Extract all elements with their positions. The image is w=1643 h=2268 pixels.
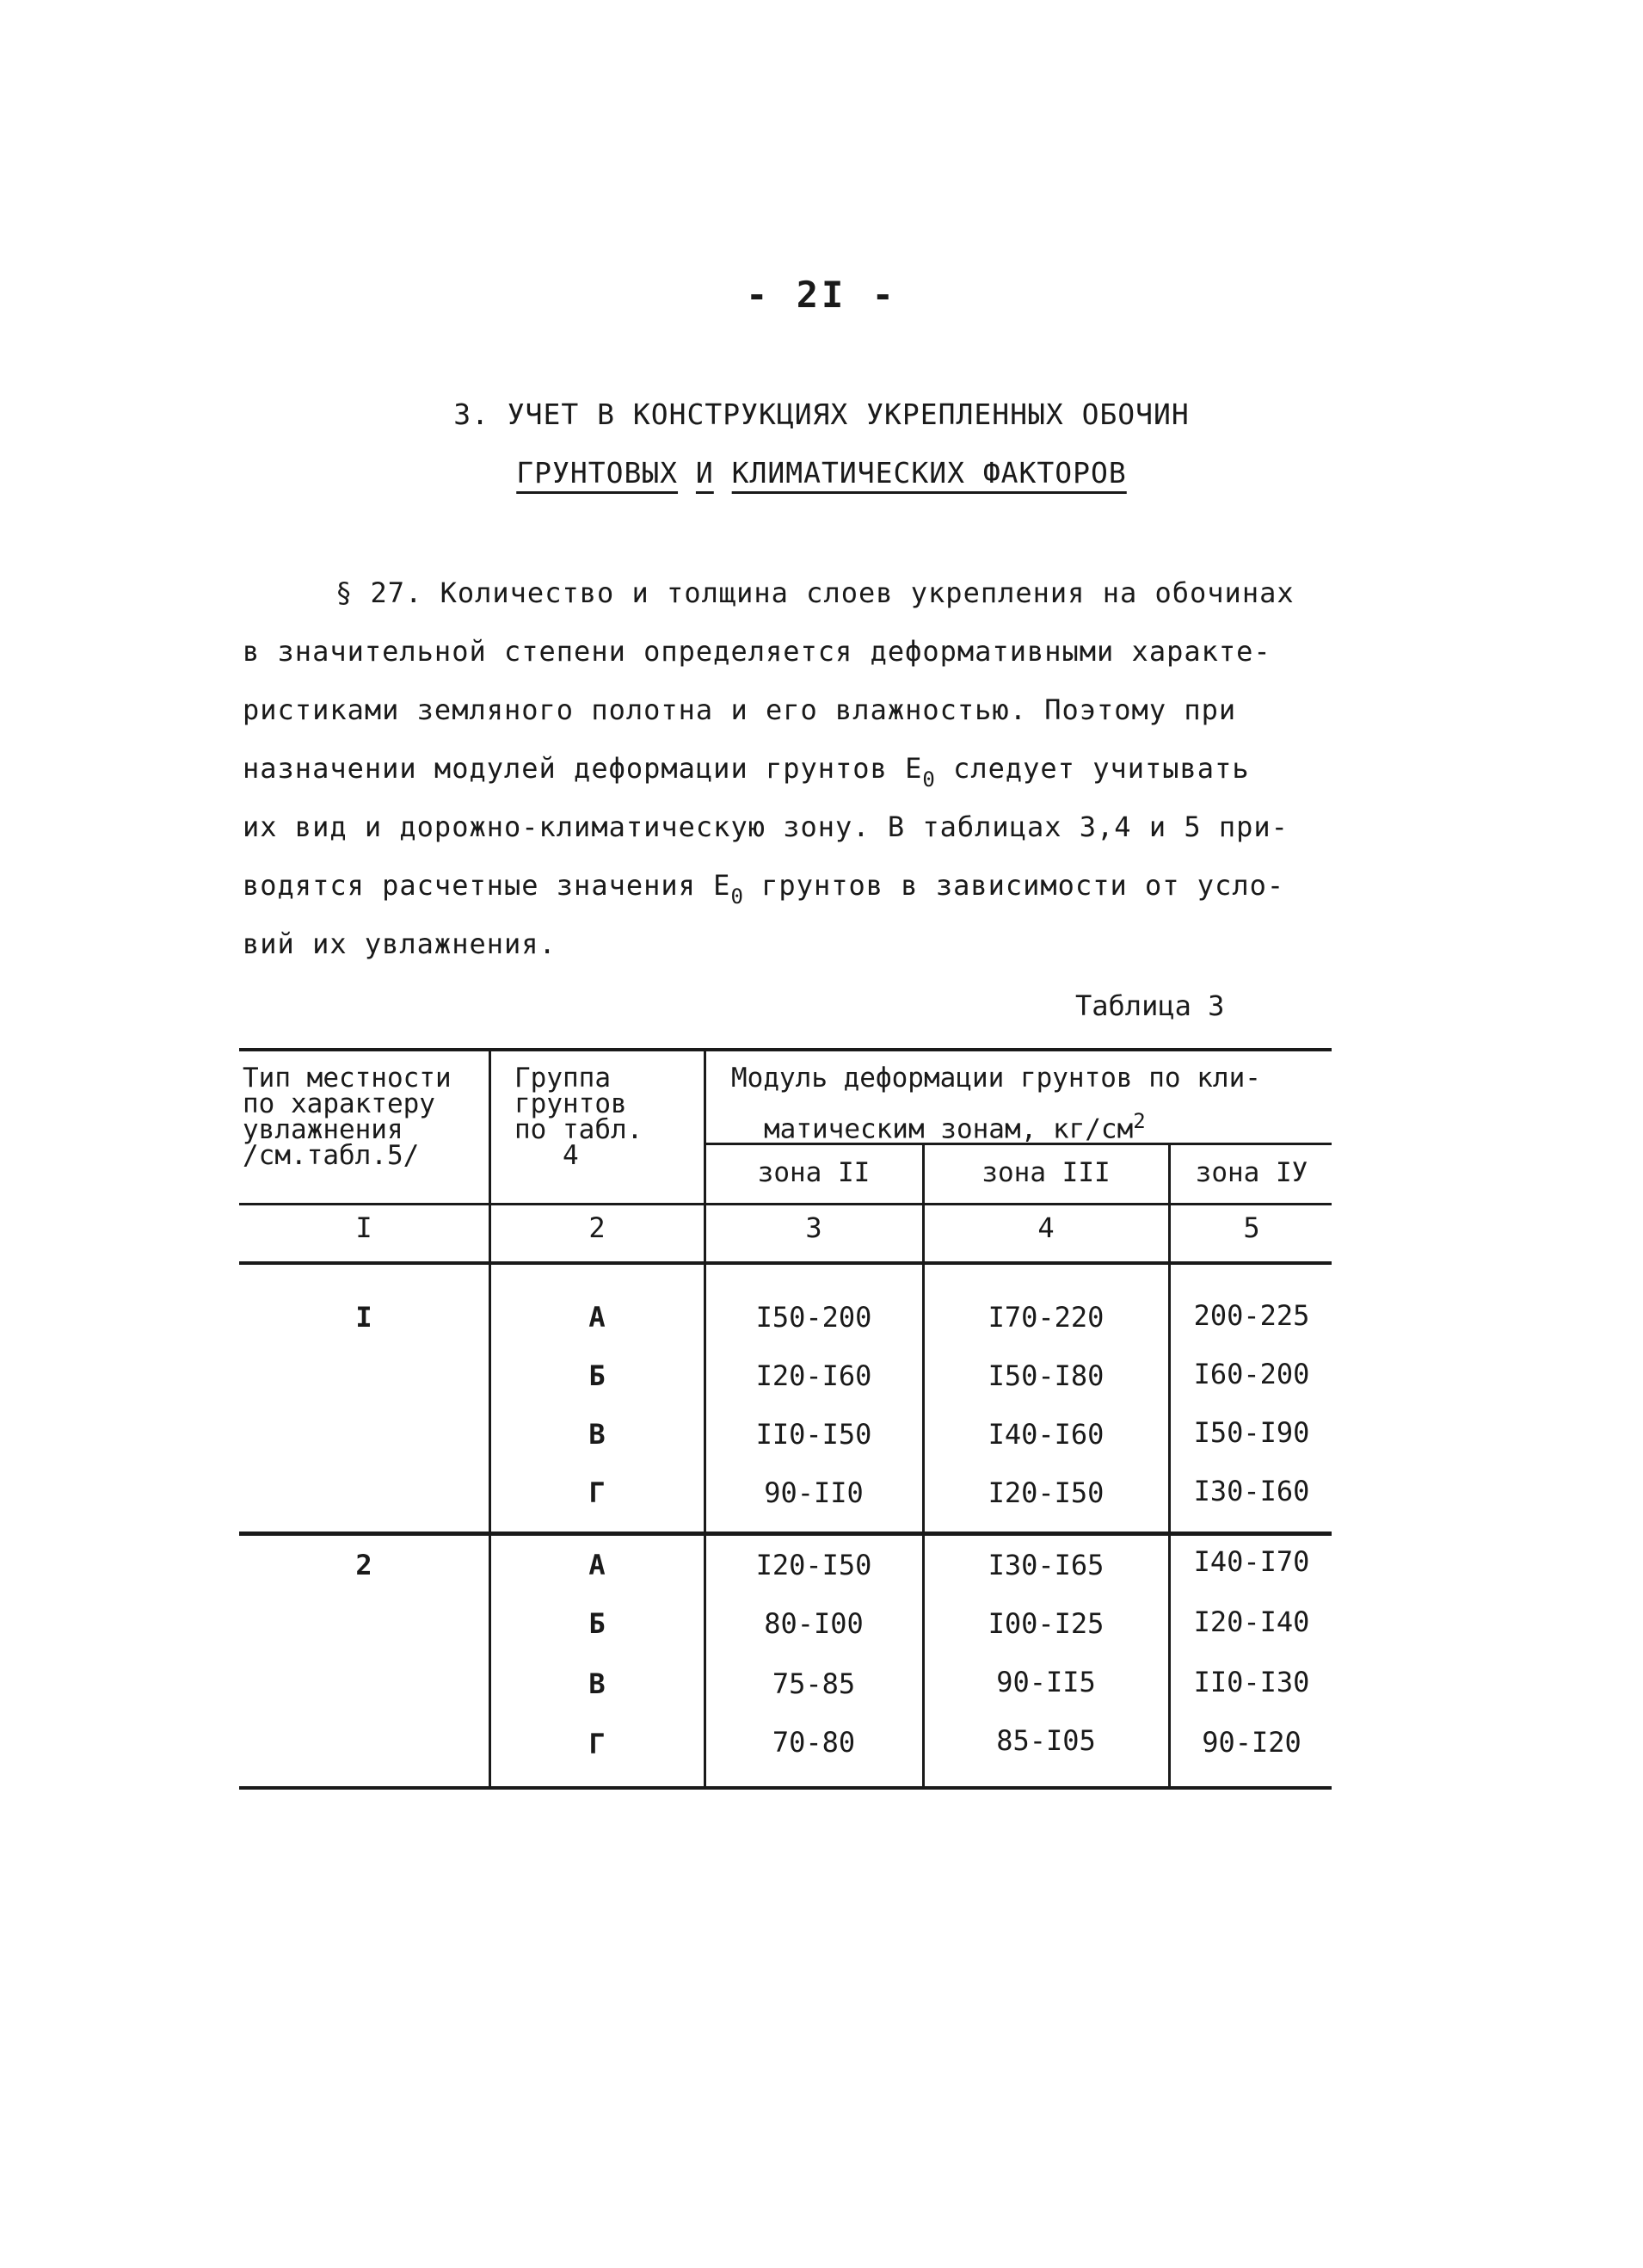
- header-modulus-line1: Модуль деформации грунтов по кли-: [731, 1063, 1261, 1094]
- col-number: 5: [1243, 1211, 1260, 1244]
- paragraph-line7: вий их увлажнения.: [243, 928, 557, 960]
- paragraph-line6-text: водятся расчетные значения E: [243, 869, 731, 902]
- paragraph-line1: § 27. Количество и толщина слоев укрепления на обочинах: [335, 576, 1295, 609]
- table-top-rule: [239, 1048, 1332, 1051]
- header-modulus-units: матическим зонам, кг/см: [764, 1113, 1134, 1145]
- zone-4-cell: I50-I90: [1193, 1416, 1310, 1449]
- soil-group-cell: В: [588, 1418, 606, 1451]
- paragraph-line2: в значительной степени определяется деформативными характе-: [243, 635, 1271, 668]
- header-zone-3: зона III: [981, 1157, 1111, 1188]
- zone-2-cell: 70-80: [772, 1726, 856, 1759]
- zone-3-cell: 90-II5: [996, 1666, 1096, 1698]
- paragraph-line4-text: назначении модулей деформации грунтов E: [243, 752, 923, 785]
- title-word-climate: КЛИМАТИЧЕСКИХ ФАКТОРОВ: [731, 456, 1127, 490]
- paragraph-line4-rest: следует учитывать: [935, 752, 1250, 785]
- col-number: I: [355, 1211, 372, 1244]
- soil-group-cell: А: [588, 1301, 606, 1334]
- section-title-line2: [0, 456, 1643, 490]
- header-zone-2: зона II: [757, 1157, 871, 1188]
- soil-group-cell: А: [588, 1549, 606, 1581]
- subscript-zero: 0: [730, 884, 744, 909]
- header-modulus-line2: [764, 1108, 1146, 1145]
- header-zone-4: зона IУ: [1195, 1157, 1308, 1188]
- zone-3-cell: I30-I65: [988, 1549, 1105, 1581]
- soil-group-cell: Г: [588, 1728, 606, 1760]
- title-word-and: И: [695, 456, 714, 490]
- zone-4-cell: I40-I70: [1193, 1545, 1310, 1578]
- zone-3-cell: I40-I60: [988, 1418, 1105, 1451]
- paragraph-line6-rest: грунтов в зависимости от усло-: [743, 869, 1285, 902]
- zone-3-cell: I00-I25: [988, 1607, 1105, 1640]
- paragraph-line4: [243, 752, 1250, 792]
- section-title-line1: 3. УЧЕТ В КОНСТРУКЦИЯХ УКРЕПЛЕННЫХ ОБОЧИН: [453, 398, 1190, 431]
- paragraph-line3: ристиками земляного полотна и его влажностью. Поэтому при: [243, 693, 1237, 726]
- zone-2-cell: II0-I50: [755, 1418, 872, 1451]
- zone-4-cell: 200-225: [1193, 1299, 1310, 1332]
- soil-group-cell: В: [588, 1667, 606, 1700]
- col-number: 4: [1037, 1211, 1055, 1244]
- zone-2-cell: I20-I50: [755, 1549, 872, 1581]
- paragraph-line5: их вид и дорожно-климатическую зону. В таблицах 3,4 и 5 при-: [243, 810, 1289, 843]
- table-caption: Таблица 3: [1075, 989, 1225, 1022]
- superscript-two: 2: [1133, 1109, 1146, 1133]
- zone-4-cell: II0-I30: [1193, 1666, 1310, 1698]
- zone-4-cell: I60-200: [1193, 1358, 1310, 1390]
- col-number: 3: [805, 1211, 822, 1244]
- zone-3-cell: I50-I80: [988, 1359, 1105, 1392]
- terrain-type-cell: 2: [355, 1549, 372, 1581]
- zone-4-cell: 90-I20: [1202, 1726, 1301, 1759]
- title-word-soil: ГРУНТОВЫХ: [516, 456, 679, 490]
- zone-3-cell: 85-I05: [996, 1724, 1096, 1757]
- zone-3-cell: I20-I50: [988, 1476, 1105, 1509]
- terrain-type-cell: I: [355, 1301, 372, 1334]
- soil-group-cell: Б: [588, 1359, 606, 1392]
- subscript-zero: 0: [922, 767, 936, 792]
- zone-2-cell: 90-II0: [764, 1476, 864, 1509]
- col-number: 2: [588, 1211, 606, 1244]
- header-terrain-type: Тип местности по характеру увлажнения /см.табл.5/: [243, 1063, 452, 1171]
- zone-2-cell: 75-85: [772, 1667, 856, 1700]
- paragraph-line6: [243, 869, 1284, 909]
- zone-4-cell: I20-I40: [1193, 1605, 1310, 1638]
- zone-4-cell: I30-I60: [1193, 1475, 1310, 1507]
- soil-group-cell: Г: [588, 1476, 606, 1509]
- zone-2-cell: I50-200: [755, 1301, 872, 1334]
- zone-2-cell: I20-I60: [755, 1359, 872, 1392]
- soil-group-cell: Б: [588, 1607, 606, 1640]
- zone-2-cell: 80-I00: [764, 1607, 864, 1640]
- zone-3-cell: I70-220: [988, 1301, 1105, 1334]
- page-number: - 2I -: [746, 274, 897, 316]
- header-soil-group: Группа грунтов по табл. 4: [514, 1063, 643, 1171]
